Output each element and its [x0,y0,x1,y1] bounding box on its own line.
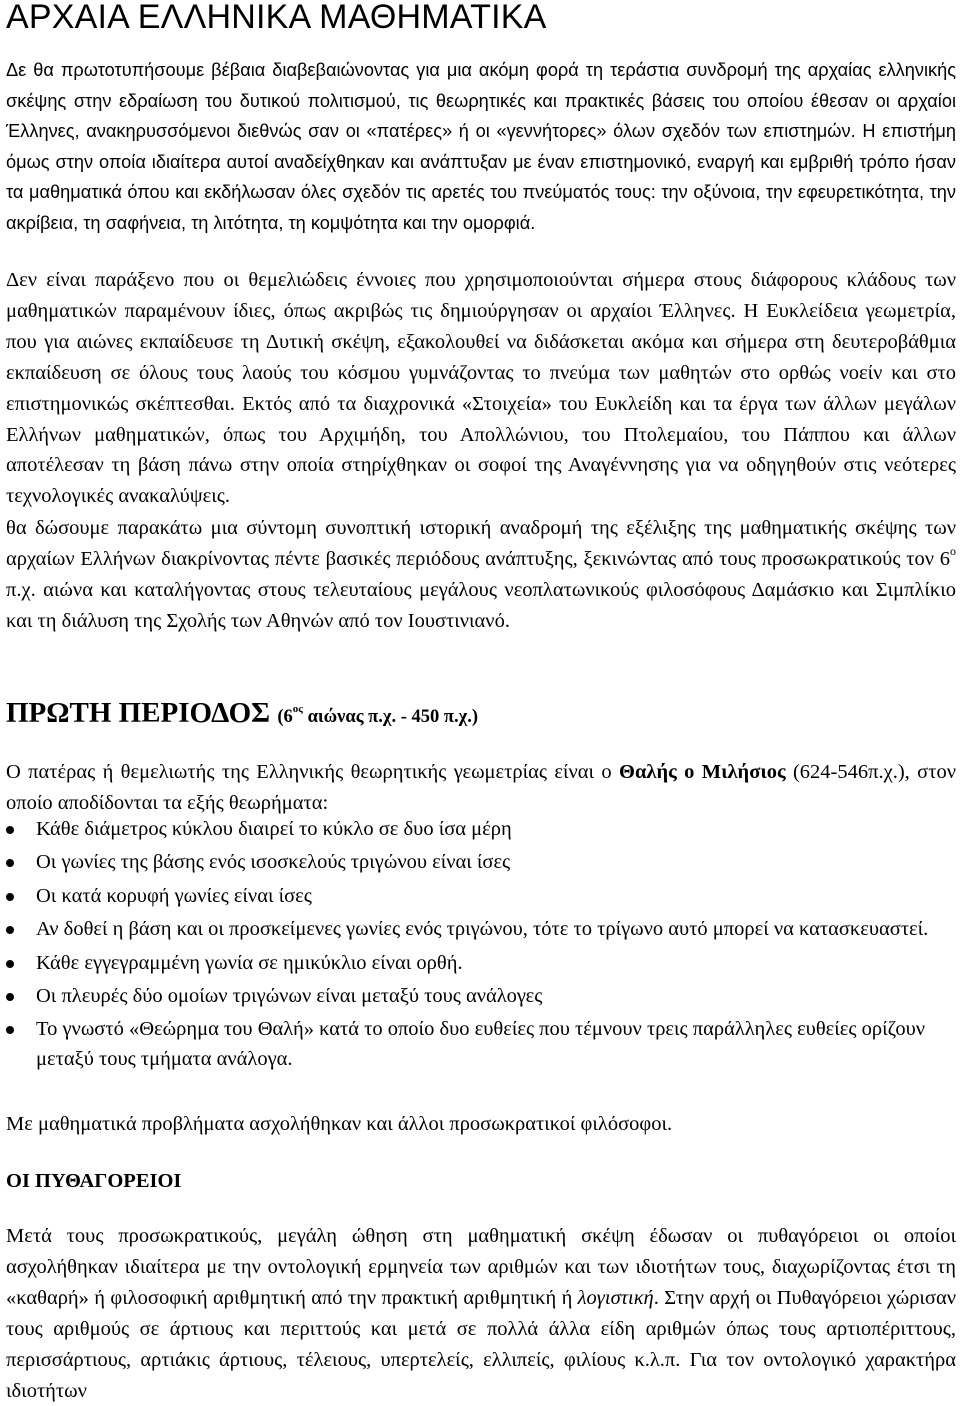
section-heading-first-period [6,692,478,734]
pyth-text-start: Μετά τους προσωκρατικούς, μεγάλη ώθηση στη μαθηματική σκέψη έδωσαν οι πυθαγόρειοι οι οποίοι ασχολήθηκαν ιδιαίτερα με την οντολογική ερμηνεία των αριθμών και των ιδιοτήτων τους, διαχωρίζοντας έτσι τη «καθαρή» ή φιλοσοφική αριθμητική από την πρακτική αριθμητική ή [6,1225,956,1309]
list-item: Αν δοθεί η βάση και οι προσκείμενες γωνίες ενός τριγώνου, τότε το τρίγωνο αυτό μπορεί να κατασκευαστεί. [6,915,956,945]
dates-ordinal: ος [292,703,303,715]
ordinal-superscript: ο [950,543,956,558]
periods-text-start: θα δώσουμε παρακάτω μια σύντομη συνοπτική ιστορική αναδρομή της εξέλιξης της μαθηματικής σκέψης των αρχαίων Ελλήνων διακρίνοντας πέντε βασικές περιόδους ανάπτυξης, ξεκινώντας από τους προσωκρατικούς τον 6 [6,517,956,570]
page-title: ΑΡΧΑΙΑ ΕΛΛΗΝΙΚΑ ΜΑΘΗΜΑΤΙΚΑ [6,0,547,36]
pyth-italic-term: λογιστική [577,1286,654,1309]
thales-text-start: Ο πατέρας ή θεμελιωτής της Ελληνικής θεωρητικής γεωμετρίας είναι ο [6,761,620,783]
periods-text-end: π.χ. αιώνα και καταλήγοντας στους τελευταίους μεγάλους νεοπλατωνικούς φιλοσόφους Δαμάσκιο και Σιμπλίκιο και τη διάλυση της Σχολής των Αθηνών από τον Ιουστινιανό. [6,578,956,632]
pyth-text-end: . Στην αρχή οι Πυθαγόρειοι χώρισαν τους αριθμούς σε άρτιους και περιττούς και μετά σε πολλά άλλα είδη αριθμών όπως τους αρτιοπέριττους, περισσάρτιους, αρτιάκις άρτιους, τέλειους, υπερτελείς, ελλιπείς, φιλίους κ.λ.π. Για τον οντολογικό χαρακτήρα ιδιοτήτων [6,1286,956,1402]
thales-text-end: (624-546π.χ.), στον οποίο αποδίδονται τα εξής θεωρήματα: [6,761,956,814]
list-item: Κάθε διάμετρος κύκλου διαιρεί το κύκλο σε δυο ίσα μέρη [6,815,956,845]
dates-open: (6 [277,707,293,727]
list-item: Το γνωστό «Θεώρημα του Θαλή» κατά το οποίο δυο ευθείες που τέμνουν τρεις παράλληλες ευθείες ορίζουν μεταξύ τους τμήματα ανάλογα. [6,1015,956,1074]
euclid-paragraph: Δεν είναι παράξενο που οι θεμελιώδεις έννοιες που χρησιμοποιούνται σήμερα στους διάφορους κλάδους των μαθηματικών παραμένουν ίδιες, όπως ακριβώς τις δημιούργησαν οι αρχαίοι Έλληνες. Η Ευκλείδεια γεωμετρία, που για αιώνες εκπαίδευσε τη Δυτική σκέψη, εξακολουθεί να διδάσκεται ακόμα και σήμερα στη δευτεροβάθμια εκπαίδευση σε όλους τους λαούς του κόσμου γυμνάζοντας το πνεύμα των μαθητών στο ορθώς νοείν και στο επιστημονικώς σκέπτεσθαι. Εκτός από τα διαχρονικά «Στοιχεία» του Ευκλείδη και τα έργα των άλλων μεγάλων Ελλήνων μαθηματικών, όπως του Αρχιμήδη, του Απολλώνιου, του Πτολεμαίου, του Πάππου και άλλων αποτέλεσαν τη βάση πάνω στην οποία στηρίχθηκαν οι σοφοί της Αναγέννησης για να οδηγηθούν στις νεότερες τεχνολογικές ανακαλύψεις. [6,269,956,508]
list-item: Κάθε εγγεγραμμένη γωνία σε ημικύκλιο είναι ορθή. [6,949,956,979]
intro-paragraph: Δε θα πρωτοτυπήσουμε βέβαια διαβεβαιώνοντας για μια ακόμη φορά τη τεράστια συνδρομή της αρχαίας ελληνικής σκέψης στην εδραίωση του δυτικού πολιτισμού, τις θεωρητικές και πρακτικές βάσεις του οποίου έθεσαν οι αρχαίοι Έλληνες, ανακηρυσσόμενοι διεθνώς σαν οι «πατέρες» ή οι «γεννήτορες» όλων σχεδόν των επιστημών. Η επιστήμη όμως στην οποία ιδιαίτερα αυτοί αναδείχθηκαν και ανάπτυξαν με έναν επιστημονικό, εναργή και εμβριθή τρόπο ήσαν τα μαθηματικά όπου και εκδήλωσαν όλες σχεδόν τις αρετές του πνεύματός τους: την οξύνοια, την εφευρετικότητα, την ακρίβεια, τη σαφήνεια, τη λιτότητα, τη κομψότητα και την ομορφιά. [6,60,956,233]
thales-name: Θαλής ο Μιλήσιος [619,761,786,783]
first-period-dates [277,703,478,727]
list-item: Οι πλευρές δύο ομοίων τριγώνων είναι μεταξύ τους ανάλογες [6,982,956,1012]
section-heading-pythagoreans: ΟΙ ΠΥΘΑΓΟΡΕΙΟΙ [6,1170,182,1192]
list-item: Οι γωνίες της βάσης ενός ισοσκελούς τριγώνου είναι ίσες [6,848,956,878]
pythagoreans-paragraph [6,1221,956,1406]
periods-paragraph [6,513,956,637]
list-item: Οι κατά κορυφή γωνίες είναι ίσες [6,882,956,912]
theorems-list [6,815,956,1078]
thales-paragraph [6,757,956,819]
dates-rest: αιώνας π.χ. - 450 π.χ.) [302,707,478,727]
other-philosophers-paragraph: Με μαθηματικά προβλήματα ασχολήθηκαν και άλλοι προσωκρατικοί φιλόσοφοι. [6,1113,673,1135]
first-period-title: ΠΡΩΤΗ ΠΕΡΙΟΔΟΣ [6,697,271,729]
